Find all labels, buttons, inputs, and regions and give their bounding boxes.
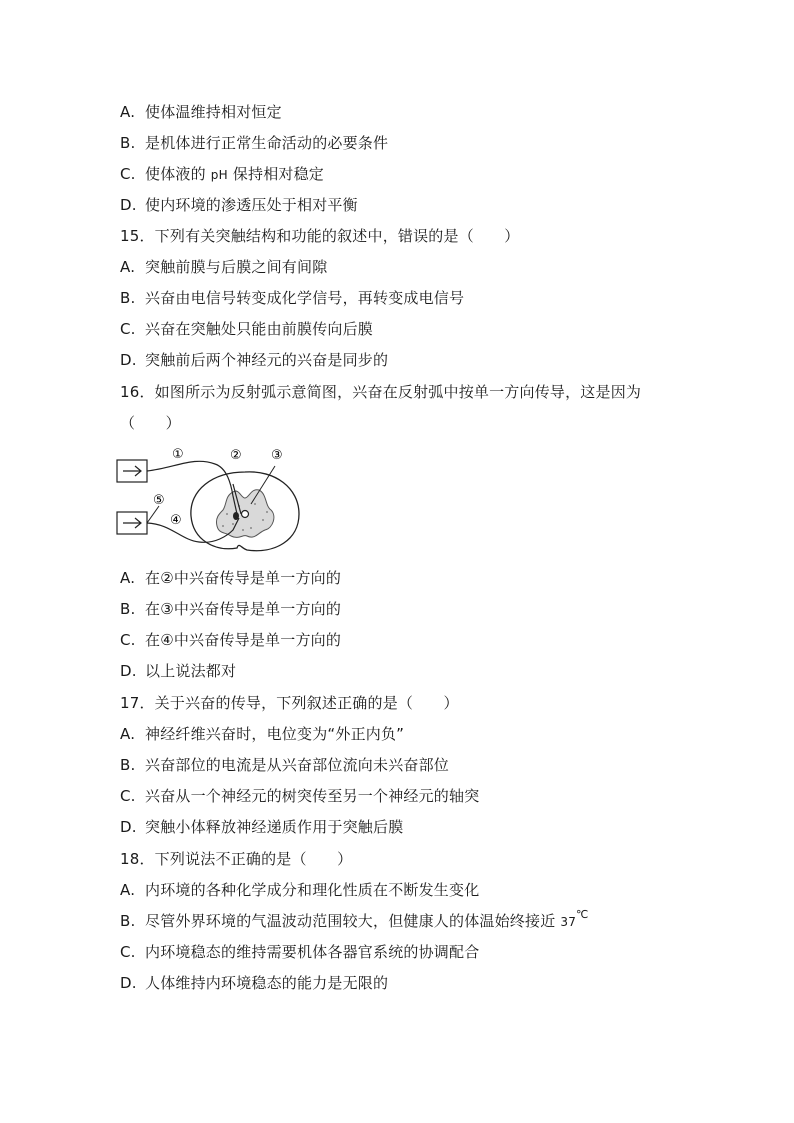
option-text: 以上说法都对 [145,662,237,680]
ph-text: pH [210,168,228,182]
q15-option-c [120,319,373,339]
q17-option-c [120,786,479,806]
q18-option-c [120,942,479,962]
option-text: 兴奋由电信号转变成化学信号，再转变成电信号 [145,289,465,307]
q16-stem: 16．如图所示为反射弧示意简图，兴奋在反射弧中按单一方向传导，这是因为 [120,383,642,401]
option-label: A. [120,881,136,899]
q14-option-a [120,102,282,122]
option-text: 兴奋从一个神经元的树突传至另一个神经元的轴突 [145,787,480,805]
pointer-5 [147,506,159,523]
q17-option-d [120,817,403,837]
q18-option-b [120,908,589,933]
q17-stem: 17．关于兴奋的传导，下列叙述正确的是（ ） [120,694,459,712]
option-label: B. [120,134,136,152]
q16-option-c [120,630,341,650]
option-text-before: 使体液的 [145,165,211,183]
option-label: C. [120,320,136,338]
q16-option-b [120,599,341,619]
q16-option-a [120,568,341,588]
q18-option-d [120,973,388,993]
label-3: ③ [271,448,283,463]
option-label: B. [120,756,136,774]
option-label: A. [120,258,136,276]
option-text: 突触前后两个神经元的兴奋是同步的 [145,351,389,369]
central-canal [242,511,249,518]
option-label: B. [120,289,136,307]
option-text: 在②中兴奋传导是单一方向的 [145,569,342,587]
option-text: 突触前膜与后膜之间有间隙 [145,258,328,276]
option-label: A. [120,725,136,743]
option-text-after: 保持相对稳定 [227,165,324,183]
q14-option-c [120,164,324,185]
temperature-value: 37 [560,915,577,929]
reflex-arc-diagram [115,444,310,556]
option-label: C. [120,787,136,805]
option-label: C. [120,631,136,649]
label-1: ① [172,447,184,462]
option-text: 使内环境的渗透压处于相对平衡 [145,196,358,214]
option-label: D. [120,196,137,214]
option-label: D. [120,818,137,836]
option-text: 在③中兴奋传导是单一方向的 [145,600,342,618]
option-label: A. [120,569,136,587]
option-label: D. [120,351,137,369]
option-label: C. [120,165,136,183]
option-label: D. [120,662,137,680]
option-text: 内环境的各种化学成分和理化性质在不断发生变化 [145,881,480,899]
label-5: ⑤ [153,493,165,508]
q15-option-d [120,350,388,370]
option-text: 使体温维持相对恒定 [145,103,282,121]
temperature-unit: ℃ [576,908,589,921]
option-text: 人体维持内环境稳态的能力是无限的 [145,974,389,992]
option-text: 突触小体释放神经递质作用于突触后膜 [145,818,404,836]
q14-option-b [120,133,388,153]
option-label: B. [120,600,136,618]
q15-option-b [120,288,464,308]
option-label: B. [120,912,136,930]
synapse-marker [233,512,239,520]
q16-stem-cont: （ ） [120,414,181,432]
q14-option-d [120,195,358,215]
q17-option-a [120,724,404,744]
q18-option-a [120,880,479,900]
q17-option-b [120,755,449,775]
option-text: 在④中兴奋传导是单一方向的 [145,631,342,649]
label-2: ② [230,448,242,463]
label-4: ④ [170,513,182,528]
option-text: 是机体进行正常生命活动的必要条件 [145,134,389,152]
q16-option-d [120,661,236,681]
option-label: A. [120,103,136,121]
q15-stem: 15．下列有关突触结构和功能的叙述中，错误的是（ ） [120,227,520,245]
option-text: 神经纤维兴奋时，电位变为“外正内负” [145,725,405,743]
q18-stem: 18．下列说法不正确的是（ ） [120,850,353,868]
option-text: 尽管外界环境的气温波动范围较大，但健康人的体温始终接近 [145,912,561,930]
q15-option-a [120,257,327,277]
option-text: 兴奋部位的电流是从兴奋部位流向未兴奋部位 [145,756,450,774]
option-text: 内环境稳态的维持需要机体各器官系统的协调配合 [145,943,480,961]
option-text: 兴奋在突触处只能由前膜传向后膜 [145,320,374,338]
option-label: C. [120,943,136,961]
option-label: D. [120,974,137,992]
